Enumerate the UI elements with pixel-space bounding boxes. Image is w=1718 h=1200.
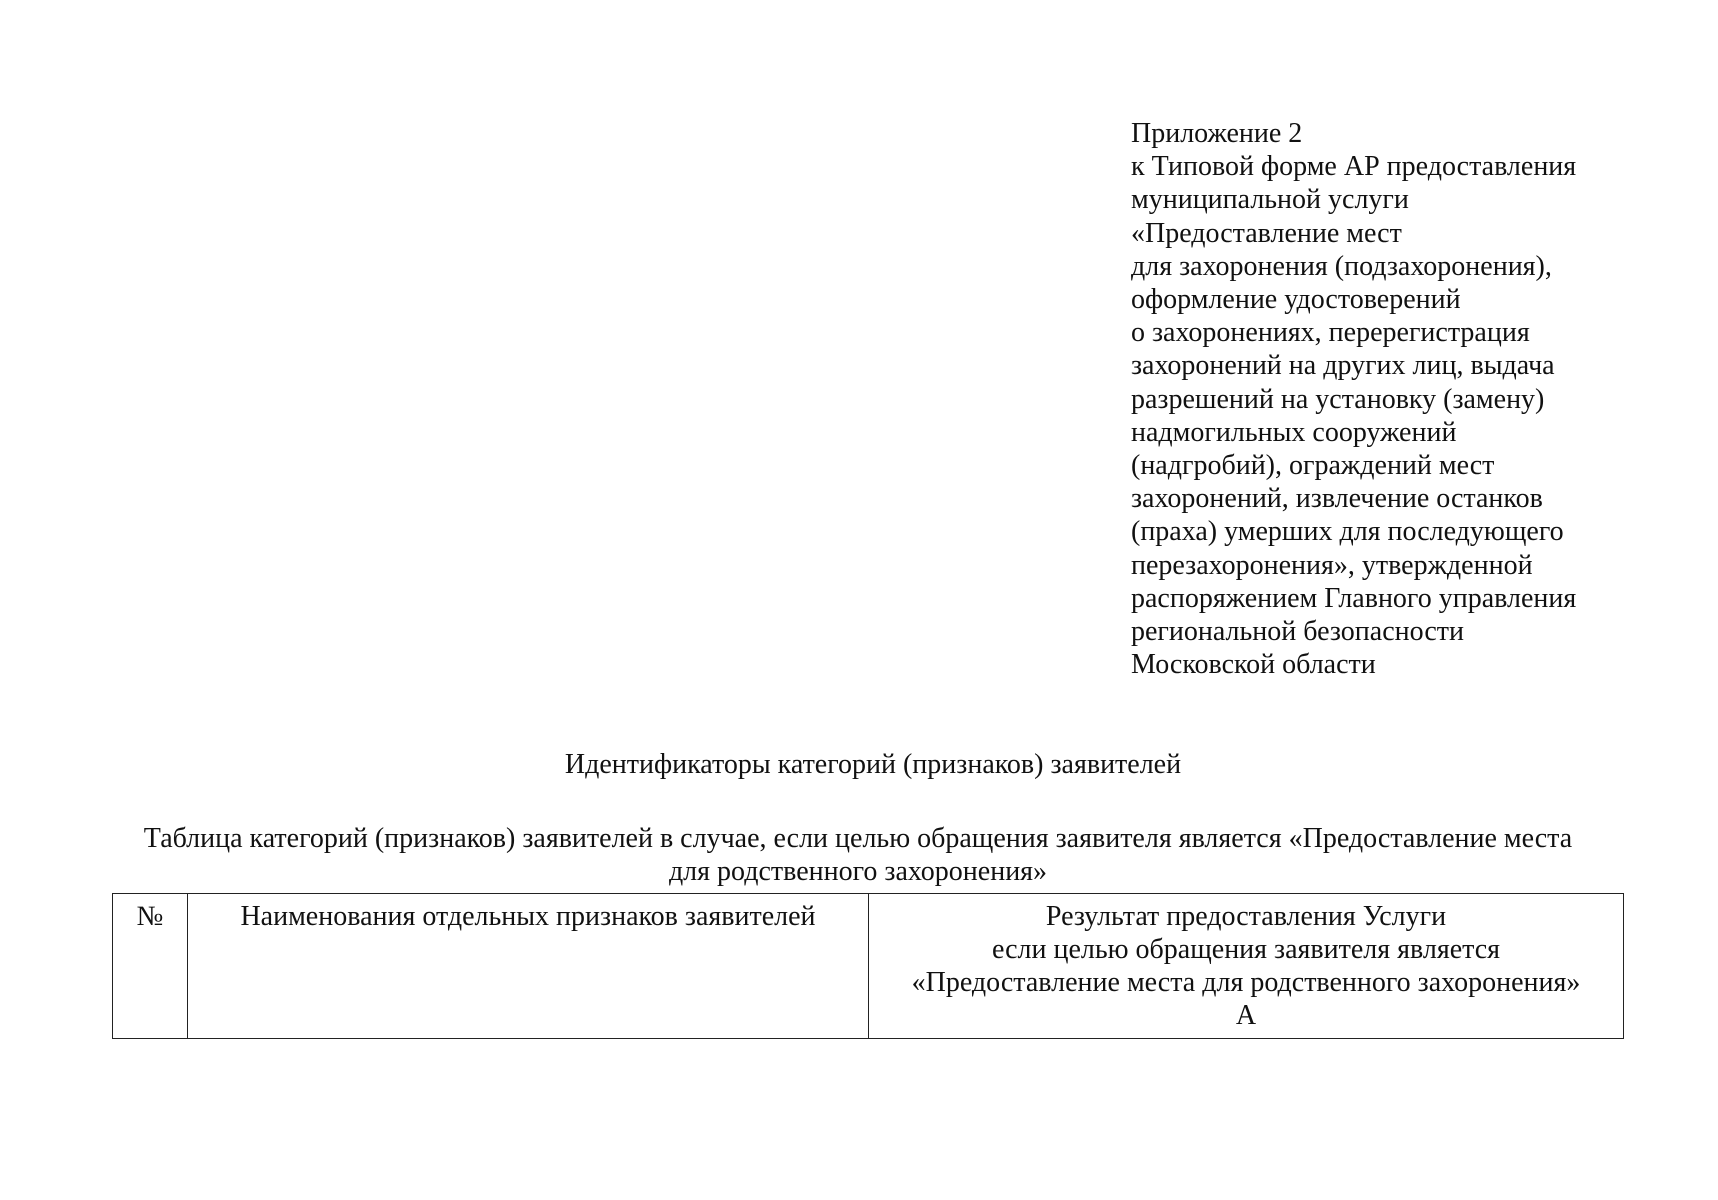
appendix-line: распоряжением Главного управления [1131, 582, 1577, 614]
applicant-categories-table [112, 893, 1624, 1039]
appendix-line: захоронений, извлечение останков [1131, 483, 1543, 515]
header-result-code: А [1235, 1000, 1257, 1031]
appendix-line: разрешений на установку (замену) [1131, 383, 1545, 415]
appendix-line: перезахоронения», утвержденной [1131, 549, 1533, 581]
appendix-line: надмогильных сооружений [1131, 416, 1457, 448]
table-header-row [113, 894, 1624, 1039]
appendix-line: для захоронения (подзахоронения), [1131, 250, 1552, 282]
header-result-line: если целью обращения заявителя является [991, 934, 1501, 965]
header-number: № [113, 894, 188, 1039]
appendix-line: муниципальной услуги [1131, 184, 1409, 216]
appendix-line: Московской области [1131, 649, 1376, 681]
header-attribute-name: Наименования отдельных признаков заявителей [188, 894, 869, 1039]
appendix-line: о захоронениях, перерегистрация [1131, 317, 1530, 349]
document-title: Идентификаторы категорий (признаков) заявителей [564, 749, 1182, 780]
header-result [869, 894, 1624, 1039]
appendix-line: оформление удостоверений [1131, 284, 1461, 316]
appendix-line: (праха) умерших для последующего [1131, 516, 1564, 548]
header-result-line: «Предоставление места для родственного захоронения» [911, 967, 1581, 998]
table-caption-line: для родственного захоронения» [668, 856, 1048, 887]
appendix-line: Приложение 2 [1131, 118, 1303, 149]
header-result-line: Результат предоставления Услуги [1045, 901, 1447, 932]
appendix-header [1131, 117, 1691, 681]
appendix-line: «Предоставление мест [1131, 217, 1402, 249]
table-caption-line: Таблица категорий (признаков) заявителей в случае, если целью обращения заявителя является «Предоставление места [143, 823, 1573, 854]
appendix-line: региональной безопасности [1131, 616, 1464, 648]
appendix-line: захоронений на других лиц, выдача [1131, 350, 1555, 382]
table-caption [110, 822, 1606, 888]
appendix-line: (надгробий), ограждений мест [1131, 450, 1495, 482]
appendix-line: к Типовой форме АР предоставления [1131, 151, 1577, 183]
